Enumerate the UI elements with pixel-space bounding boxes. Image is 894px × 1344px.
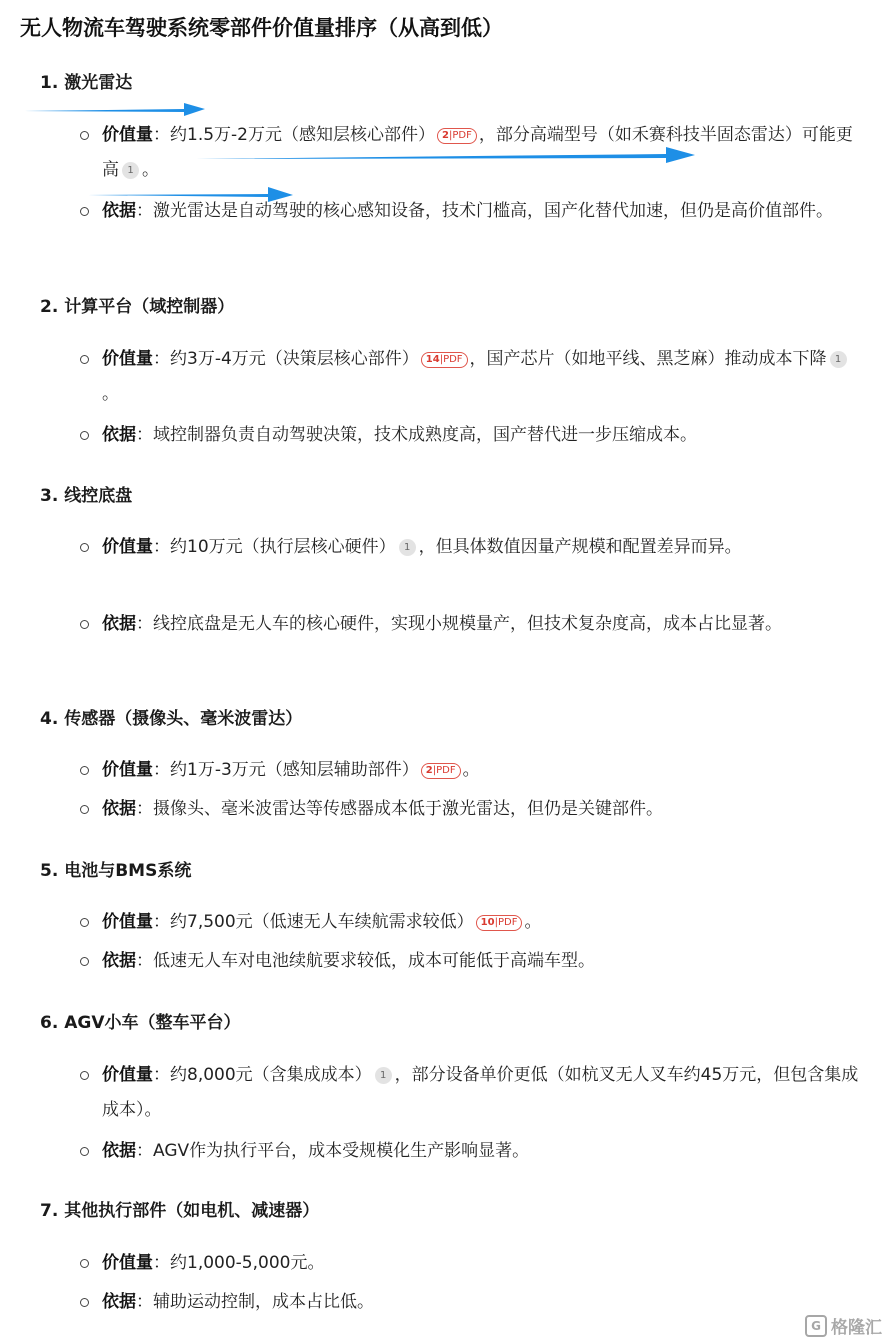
- citation-tag: PDF: [443, 354, 463, 365]
- citation-number: 10: [480, 917, 495, 928]
- bullet-dot: [80, 1147, 89, 1156]
- basis-item: [102, 607, 862, 642]
- value-text: ：约1万-3万元（感知层辅助部件）: [153, 760, 419, 780]
- value-text: ，部分设备单价更低（如杭叉无人叉车约45万元，但包含集成成本）。: [102, 1065, 859, 1120]
- bullet-dot: [80, 957, 89, 966]
- basis-text: ：激光雷达是自动驾驶的核心感知设备，技术门槛高，国产化替代加速，但仍是高价值部件。: [136, 201, 833, 221]
- bullet-dot: [80, 805, 89, 814]
- page-title: 无人物流车驾驶系统零部件价值量排序（从高到低）: [20, 16, 503, 40]
- watermark-logo: [805, 1313, 882, 1338]
- bullet-dot: [80, 431, 89, 440]
- pdf-citation[interactable]: 14|PDF: [421, 352, 468, 368]
- bullet-dot: [80, 1298, 89, 1307]
- value-item: [102, 753, 862, 788]
- basis-label: 依据: [102, 1292, 136, 1312]
- value-text: ：约10万元（执行层核心硬件）: [153, 537, 396, 557]
- bullet-dot: [80, 918, 89, 927]
- section-heading: 7. 其他执行部件（如电机、减速器）: [40, 1201, 320, 1221]
- basis-item: [102, 1285, 862, 1320]
- value-text: ：约7,500元（低速无人车续航需求较低）: [153, 912, 474, 932]
- annotation-arrow-icon: [196, 143, 696, 167]
- basis-item: [102, 1134, 862, 1169]
- basis-label: 依据: [102, 799, 136, 819]
- web-citation[interactable]: 1: [375, 1067, 392, 1084]
- bullet-dot: [80, 131, 89, 140]
- basis-text: ：辅助运动控制，成本占比低。: [136, 1292, 374, 1312]
- web-citation[interactable]: 1: [830, 351, 847, 368]
- section-heading: 4. 传感器（摄像头、毫米波雷达）: [40, 709, 303, 729]
- basis-text: ：低速无人车对电池续航要求较低，成本可能低于高端车型。: [136, 951, 595, 971]
- value-label: 价值量: [102, 912, 153, 932]
- web-citation[interactable]: 1: [122, 162, 139, 179]
- watermark-text: 格隆汇: [831, 1318, 882, 1338]
- basis-text: ：线控底盘是无人车的核心硬件，实现小规模量产，但技术复杂度高，成本占比显著。: [136, 614, 782, 634]
- value-text: ，国产芯片（如地平线、黑芝麻）推动成本下降: [469, 349, 827, 369]
- value-item: [102, 342, 862, 412]
- basis-item: [102, 792, 862, 827]
- citation-number: 14: [425, 354, 440, 365]
- value-item: [102, 1058, 862, 1128]
- basis-label: 依据: [102, 201, 136, 221]
- basis-label: 依据: [102, 1141, 136, 1161]
- value-text: ：约3万-4万元（决策层核心部件）: [153, 349, 419, 369]
- citation-tag: PDF: [436, 765, 456, 776]
- value-text: 。: [524, 912, 542, 932]
- value-label: 价值量: [102, 1065, 153, 1085]
- bullet-dot: [80, 355, 89, 364]
- value-text: 。: [142, 160, 159, 180]
- value-label: 价值量: [102, 1253, 153, 1273]
- bullet-dot: [80, 766, 89, 775]
- annotation-arrow-icon: [88, 183, 294, 205]
- citation-tag: PDF: [452, 130, 472, 141]
- value-item: [102, 905, 862, 940]
- value-text: ：约1,000-5,000元。: [153, 1253, 325, 1273]
- pdf-citation[interactable]: 2|PDF: [421, 763, 461, 779]
- value-item: [102, 530, 862, 565]
- bullet-dot: [80, 207, 89, 216]
- gelonghui-logo-icon: G: [805, 1315, 827, 1337]
- section-heading: 2. 计算平台（域控制器）: [40, 297, 235, 317]
- section-heading: 5. 电池与BMS系统: [40, 861, 192, 881]
- pdf-citation[interactable]: 10|PDF: [476, 915, 523, 931]
- bullet-dot: [80, 1259, 89, 1268]
- value-text: 。: [102, 384, 119, 404]
- value-label: 价值量: [102, 537, 153, 557]
- bullet-dot: [80, 543, 89, 552]
- citation-tag: PDF: [497, 917, 518, 928]
- value-text: 。: [462, 760, 480, 780]
- basis-text: ：AGV作为执行平台，成本受规模化生产影响显著。: [136, 1141, 530, 1161]
- bullet-dot: [80, 1071, 89, 1080]
- value-text: ，但具体数值因量产规模和配置差异而异。: [418, 537, 742, 557]
- value-item: [102, 1246, 862, 1281]
- basis-label: 依据: [102, 425, 136, 445]
- value-label: 价值量: [102, 349, 153, 369]
- basis-item: [102, 944, 862, 979]
- section-heading: 6. AGV小车（整车平台）: [40, 1013, 241, 1033]
- value-label: 价值量: [102, 760, 153, 780]
- basis-item: [102, 418, 862, 453]
- citation-number: 2: [442, 130, 449, 141]
- value-label: 价值量: [102, 125, 153, 145]
- pdf-citation[interactable]: 2|PDF: [437, 128, 477, 144]
- basis-label: 依据: [102, 951, 136, 971]
- basis-text: ：摄像头、毫米波雷达等传感器成本低于激光雷达，但仍是关键部件。: [136, 799, 663, 819]
- basis-text: ：域控制器负责自动驾驶决策，技术成熟度高，国产替代进一步压缩成本。: [136, 425, 697, 445]
- basis-label: 依据: [102, 614, 136, 634]
- annotation-arrow-icon: [24, 98, 206, 120]
- citation-number: 2: [425, 765, 433, 776]
- value-text: ：约8,000元（含集成成本）: [153, 1065, 372, 1085]
- section-heading: 3. 线控底盘: [40, 486, 133, 506]
- bullet-dot: [80, 620, 89, 629]
- value-text: ，部分高端型号（如禾赛科技半固态雷达）可能更高: [102, 125, 853, 180]
- section-heading: 1. 激光雷达: [40, 73, 133, 93]
- web-citation[interactable]: 1: [399, 539, 416, 556]
- value-text: ：约1.5万-2万元（感知层核心部件）: [153, 125, 435, 145]
